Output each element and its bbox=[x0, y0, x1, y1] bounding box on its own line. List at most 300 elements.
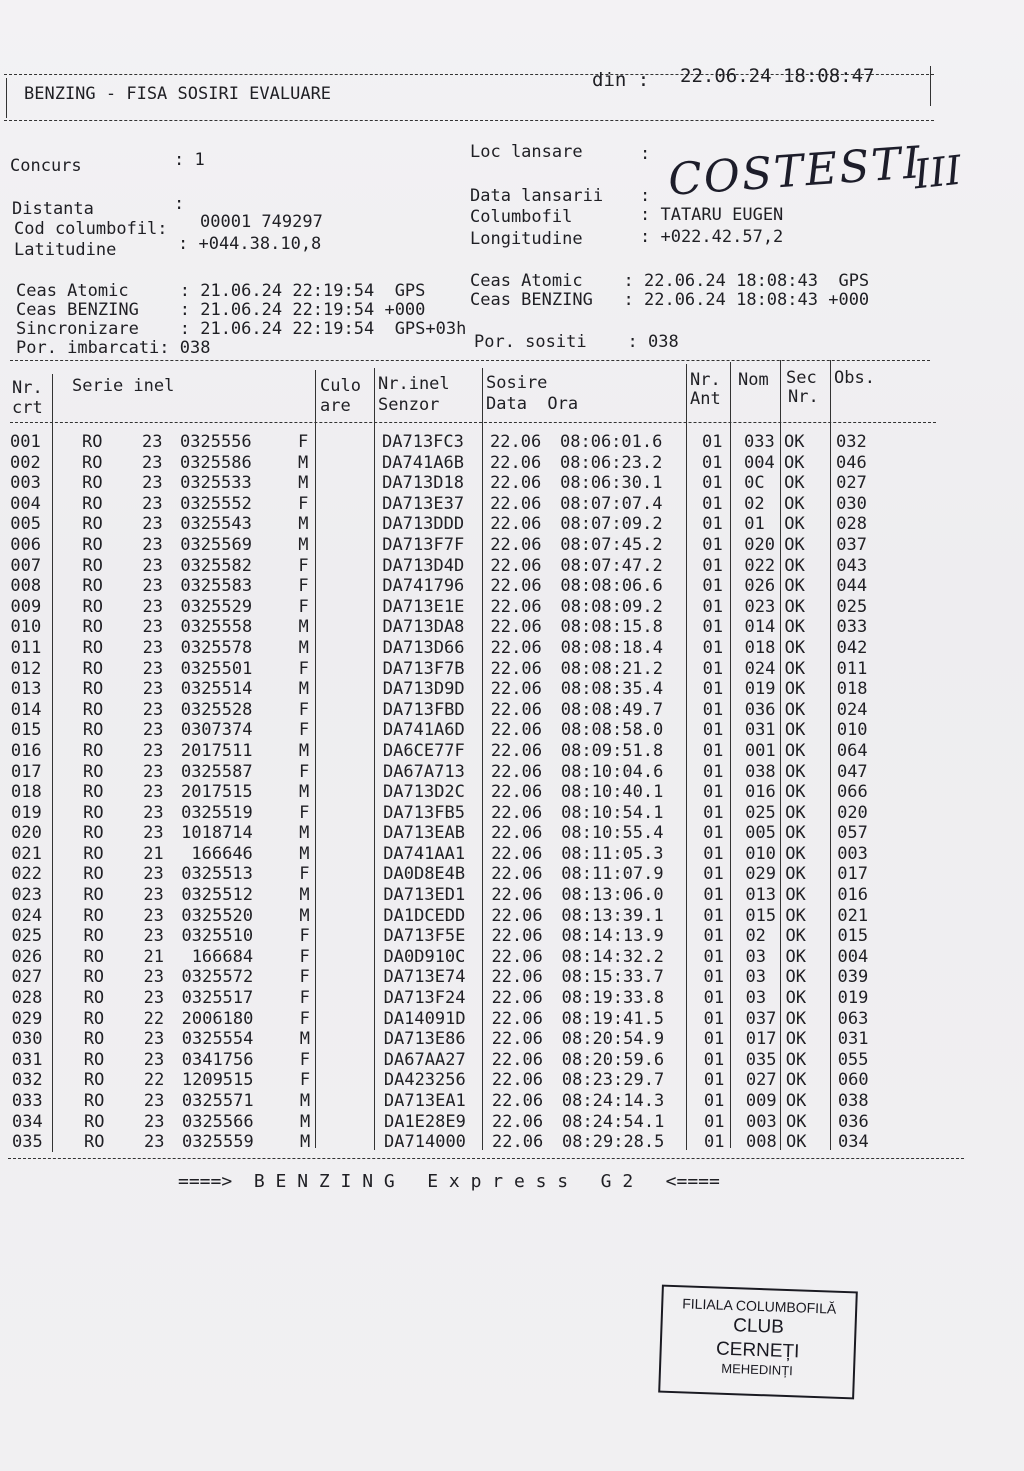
row-ring: 0325510 bbox=[181, 926, 254, 947]
row-date: 22.06 bbox=[490, 576, 542, 597]
row-sex: M bbox=[298, 679, 309, 700]
row-ant: 01 bbox=[703, 1008, 725, 1029]
row-sec: OK bbox=[784, 637, 806, 658]
row-year: 23 bbox=[142, 452, 163, 473]
row-sensor: DA713FB5 bbox=[383, 802, 465, 823]
table-row bbox=[10, 576, 868, 597]
stamp-line-3: CERNEȚI bbox=[715, 1338, 800, 1363]
row-year: 23 bbox=[142, 596, 163, 617]
row-time: 08:06:30.1 bbox=[560, 473, 663, 494]
row-nom: 03 bbox=[745, 946, 766, 967]
col-header-nr-ant: Nr. bbox=[690, 370, 721, 390]
row-year: 23 bbox=[142, 761, 164, 782]
row-ant: 01 bbox=[703, 905, 724, 926]
row-ant: 01 bbox=[703, 1049, 725, 1070]
row-time: 08:09:51.8 bbox=[560, 740, 664, 761]
table-row bbox=[10, 596, 868, 618]
row-sex: F bbox=[299, 1049, 311, 1070]
row-sec: OK bbox=[784, 679, 806, 700]
row-ant: 01 bbox=[703, 1111, 725, 1132]
row-sensor: DA713E86 bbox=[383, 1029, 466, 1050]
row-time: 08:13:39.1 bbox=[561, 905, 664, 926]
row-sec: OK bbox=[784, 596, 805, 617]
row-date: 22.06 bbox=[490, 432, 542, 452]
col-sep-sosire bbox=[686, 364, 687, 1150]
row-sensor: DA713ED1 bbox=[383, 885, 466, 906]
col-header-crt: crt bbox=[12, 398, 43, 418]
table-row bbox=[11, 823, 868, 844]
row-sec: OK bbox=[784, 576, 805, 597]
row-nom: 016 bbox=[745, 782, 776, 803]
row-nr: 027 bbox=[11, 967, 43, 988]
report-title: BENZING - FISA SOSIRI EVALUARE bbox=[24, 84, 332, 104]
row-ring: 0325513 bbox=[181, 864, 253, 885]
row-sex: M bbox=[299, 823, 310, 844]
row-time: 08:15:33.7 bbox=[561, 967, 664, 988]
row-ring: 1209515 bbox=[181, 1070, 254, 1091]
row-nom: 005 bbox=[745, 823, 776, 844]
row-sec: OK bbox=[784, 699, 806, 720]
row-time: 08:06:23.2 bbox=[560, 452, 663, 473]
row-nom: 02 bbox=[745, 926, 766, 947]
stamp-line-4: MEHEDINȚI bbox=[721, 1360, 794, 1379]
row-nom: 018 bbox=[744, 637, 776, 658]
row-nr: 020 bbox=[11, 823, 42, 844]
row-nr: 033 bbox=[11, 1091, 43, 1111]
row-sex: F bbox=[298, 658, 309, 679]
row-ring: 0325554 bbox=[181, 1029, 254, 1050]
loc-lansare-handwritten: COSTESTI bbox=[666, 137, 924, 206]
row-sex: M bbox=[299, 782, 310, 803]
row-date: 22.06 bbox=[490, 679, 542, 700]
row-year: 23 bbox=[143, 905, 164, 926]
row-sensor: DA423256 bbox=[383, 1070, 466, 1091]
row-time: 08:08:18.4 bbox=[560, 637, 663, 658]
row-sensor: DA713F7B bbox=[382, 658, 465, 679]
stamp-line-1: FILIALA COLUMBOFILĂ bbox=[681, 1295, 837, 1317]
row-country: RO bbox=[83, 782, 104, 803]
row-country: RO bbox=[83, 864, 104, 885]
row-year: 21 bbox=[143, 843, 164, 864]
row-nr: 025 bbox=[11, 926, 43, 947]
row-nom: 036 bbox=[744, 699, 776, 720]
row-country: RO bbox=[82, 617, 104, 638]
row-sex: F bbox=[299, 946, 310, 967]
concurs-label: Concurs bbox=[10, 156, 82, 176]
row-ant: 01 bbox=[704, 1132, 725, 1153]
row-nr: 007 bbox=[10, 555, 42, 576]
row-nr: 035 bbox=[12, 1132, 43, 1153]
table-row bbox=[10, 473, 867, 494]
table-row bbox=[11, 926, 869, 947]
row-sex: F bbox=[299, 988, 310, 1009]
row-sex: F bbox=[298, 493, 309, 514]
row-ring: 0325582 bbox=[180, 555, 253, 576]
row-sec: OK bbox=[785, 1029, 807, 1050]
row-sensor: DA713F24 bbox=[383, 988, 466, 1009]
row-sex: F bbox=[299, 1070, 311, 1091]
row-sec: OK bbox=[785, 1049, 807, 1070]
row-ant: 01 bbox=[702, 576, 723, 597]
row-obs: 004 bbox=[837, 946, 869, 967]
row-country: RO bbox=[82, 432, 103, 452]
row-time: 08:10:55.4 bbox=[561, 823, 664, 844]
pigeons-arrived: Por. sositi : 038 bbox=[474, 332, 679, 352]
row-ring: 0325520 bbox=[181, 905, 254, 926]
row-country: RO bbox=[83, 946, 104, 967]
row-sex: M bbox=[298, 637, 309, 658]
row-year: 23 bbox=[143, 885, 164, 906]
row-nom: 01 bbox=[744, 514, 765, 535]
row-country: RO bbox=[83, 843, 104, 864]
col-sep-nr bbox=[52, 374, 53, 1152]
row-country: RO bbox=[82, 740, 104, 761]
concurs-value: : 1 bbox=[174, 150, 205, 170]
row-ant: 01 bbox=[702, 596, 723, 617]
col-sep-culoare bbox=[374, 368, 375, 1150]
row-date: 22.06 bbox=[490, 473, 542, 494]
row-obs: 042 bbox=[836, 637, 868, 658]
row-ring: 0325501 bbox=[180, 658, 253, 679]
loc-lansare-handwritten-suffix: III bbox=[911, 147, 964, 199]
row-year: 23 bbox=[142, 534, 163, 555]
row-date: 22.06 bbox=[491, 988, 543, 1009]
row-sensor: DA67A713 bbox=[382, 761, 465, 782]
row-country: RO bbox=[82, 452, 103, 473]
row-nom: 014 bbox=[744, 617, 776, 638]
table-row bbox=[10, 432, 867, 453]
row-nom: 017 bbox=[745, 1029, 777, 1050]
row-sex: M bbox=[298, 740, 310, 761]
clock-left-benzing: Ceas BENZING : 21.06.24 22:19:54 +000 bbox=[16, 300, 426, 320]
club-stamp bbox=[658, 1285, 858, 1400]
row-ring: 0325529 bbox=[180, 596, 253, 617]
row-ant: 01 bbox=[703, 1070, 725, 1091]
row-country: RO bbox=[82, 699, 104, 720]
row-obs: 017 bbox=[837, 864, 868, 885]
row-year: 23 bbox=[142, 658, 164, 679]
row-sec: OK bbox=[784, 740, 806, 761]
row-date: 22.06 bbox=[490, 452, 542, 473]
row-obs: 032 bbox=[836, 432, 867, 452]
row-ant: 01 bbox=[703, 926, 724, 947]
row-ant: 01 bbox=[702, 699, 724, 720]
row-time: 08:13:06.0 bbox=[561, 885, 664, 906]
row-nr: 012 bbox=[10, 658, 42, 679]
row-obs: 015 bbox=[837, 926, 869, 947]
row-sec: OK bbox=[785, 988, 807, 1009]
row-nr: 032 bbox=[11, 1070, 43, 1091]
row-sec: OK bbox=[784, 493, 805, 514]
col-sep-sec bbox=[830, 360, 831, 1150]
row-sensor: DA713FC3 bbox=[382, 432, 464, 452]
row-sensor: DA0D8E4B bbox=[383, 864, 466, 885]
row-date: 22.06 bbox=[491, 782, 543, 803]
row-sex: M bbox=[299, 1029, 310, 1050]
col-sep-sex bbox=[315, 370, 316, 1148]
table-row bbox=[10, 740, 868, 762]
longitudine-label: Longitudine bbox=[470, 229, 583, 249]
row-ring: 0325587 bbox=[180, 761, 253, 782]
table-row bbox=[11, 864, 868, 885]
table-row bbox=[11, 946, 869, 968]
row-nom: 020 bbox=[744, 534, 776, 555]
row-year: 23 bbox=[142, 617, 164, 638]
table-row bbox=[10, 720, 868, 741]
row-sensor: DA741A6B bbox=[382, 452, 464, 473]
row-year: 23 bbox=[143, 988, 165, 1009]
row-country: RO bbox=[83, 967, 105, 988]
row-country: RO bbox=[83, 905, 104, 926]
row-ring: 0307374 bbox=[180, 720, 253, 741]
cod-columbofil-label: Cod columbofil: bbox=[14, 219, 168, 239]
row-sec: OK bbox=[785, 782, 806, 803]
row-country: RO bbox=[82, 720, 104, 741]
row-sensor: DA713DDD bbox=[382, 514, 465, 535]
row-ring: 0325528 bbox=[180, 699, 253, 720]
row-sensor: DA713FBD bbox=[382, 699, 465, 720]
row-ring: 0325517 bbox=[181, 988, 254, 1009]
row-time: 08:20:59.6 bbox=[561, 1049, 665, 1070]
clock-left-atomic: Ceas Atomic : 21.06.24 22:19:54 GPS bbox=[16, 281, 426, 301]
row-date: 22.06 bbox=[490, 699, 542, 720]
row-nr: 002 bbox=[10, 452, 41, 473]
row-year: 23 bbox=[143, 1029, 165, 1050]
row-sex: F bbox=[298, 576, 309, 597]
row-obs: 025 bbox=[836, 596, 868, 617]
row-country: RO bbox=[82, 534, 103, 555]
row-sex: F bbox=[299, 864, 310, 885]
row-sensor: DA713F5E bbox=[383, 926, 466, 947]
row-time: 08:08:35.4 bbox=[560, 679, 664, 700]
row-ring: 0341756 bbox=[181, 1049, 254, 1070]
row-sensor: DA713F7F bbox=[382, 534, 465, 555]
table-header-bottom-rule bbox=[10, 422, 936, 423]
row-time: 08:19:41.5 bbox=[561, 1008, 665, 1029]
row-obs: 030 bbox=[836, 493, 867, 514]
row-date: 22.06 bbox=[490, 740, 543, 761]
table-row bbox=[11, 885, 869, 906]
row-year: 23 bbox=[142, 740, 164, 761]
row-ring: 0325571 bbox=[181, 1091, 254, 1111]
row-sex: F bbox=[298, 699, 310, 720]
row-nr: 009 bbox=[10, 596, 42, 617]
row-time: 08:24:54.1 bbox=[561, 1111, 665, 1132]
row-obs: 010 bbox=[836, 720, 868, 741]
row-country: RO bbox=[82, 637, 104, 658]
row-nom: 03 bbox=[745, 988, 767, 1009]
col-header-sosire: Sosire bbox=[486, 373, 548, 393]
loc-lansare-colon: : bbox=[640, 144, 651, 164]
row-ring: 2006180 bbox=[181, 1008, 254, 1029]
row-nom: 015 bbox=[745, 905, 777, 926]
row-ring: 0325586 bbox=[180, 452, 252, 473]
row-sensor: DA741AA1 bbox=[383, 843, 466, 864]
row-ring: 166646 bbox=[191, 843, 253, 864]
row-nom: 026 bbox=[744, 576, 776, 597]
row-year: 23 bbox=[143, 864, 164, 885]
row-nr: 001 bbox=[10, 432, 41, 452]
row-ant: 01 bbox=[702, 720, 724, 741]
col-header-nom: Nom bbox=[738, 370, 769, 390]
row-ant: 01 bbox=[702, 514, 723, 535]
row-country: RO bbox=[83, 1111, 105, 1132]
report-date-value: 22.06.24 18:08:47 bbox=[680, 65, 875, 87]
footer-banner: ====> B E N Z I N G E x p r e s s G 2 <==== bbox=[178, 1171, 720, 1192]
row-sex: M bbox=[299, 885, 310, 906]
row-sex: M bbox=[299, 843, 310, 864]
row-obs: 021 bbox=[837, 905, 869, 926]
row-sec: OK bbox=[784, 514, 805, 535]
row-year: 21 bbox=[143, 946, 164, 967]
row-nom: 024 bbox=[744, 658, 776, 679]
row-date: 22.06 bbox=[491, 864, 543, 885]
row-ant: 01 bbox=[703, 967, 725, 988]
row-obs: 033 bbox=[836, 617, 868, 638]
row-ring: 1018714 bbox=[181, 823, 253, 844]
row-sensor: DA1E28E9 bbox=[383, 1111, 466, 1132]
row-obs: 047 bbox=[836, 761, 868, 782]
row-year: 23 bbox=[142, 555, 163, 576]
row-sex: F bbox=[299, 926, 310, 947]
row-year: 23 bbox=[142, 637, 164, 658]
table-row bbox=[10, 679, 868, 700]
row-sec: OK bbox=[785, 1008, 807, 1029]
row-date: 22.06 bbox=[490, 637, 542, 658]
row-obs: 037 bbox=[836, 534, 868, 555]
row-ring: 2017515 bbox=[181, 782, 253, 803]
row-sec: OK bbox=[784, 761, 806, 782]
row-obs: 036 bbox=[837, 1111, 869, 1132]
row-time: 08:08:06.6 bbox=[560, 576, 663, 597]
row-sec: OK bbox=[784, 534, 805, 555]
row-nr: 011 bbox=[10, 637, 42, 658]
row-date: 22.06 bbox=[491, 1049, 543, 1070]
row-country: RO bbox=[82, 596, 103, 617]
row-ring: 0325569 bbox=[180, 534, 252, 555]
row-year: 23 bbox=[142, 514, 163, 535]
col-header-sec-nr: Nr. bbox=[788, 387, 819, 407]
row-year: 22 bbox=[143, 1008, 165, 1029]
row-date: 22.06 bbox=[491, 802, 543, 823]
col-header-obs: Obs. bbox=[834, 368, 875, 388]
row-ant: 01 bbox=[702, 637, 724, 658]
row-country: RO bbox=[83, 823, 104, 844]
row-obs: 003 bbox=[837, 843, 868, 864]
row-time: 08:14:32.2 bbox=[561, 946, 664, 967]
col-header-sec: Sec bbox=[786, 368, 817, 388]
row-nom: 038 bbox=[744, 761, 776, 782]
row-time: 08:11:07.9 bbox=[561, 864, 664, 885]
row-nr: 014 bbox=[10, 699, 42, 720]
row-year: 22 bbox=[143, 1070, 165, 1091]
row-obs: 034 bbox=[838, 1132, 869, 1153]
row-time: 08:08:21.2 bbox=[560, 658, 664, 679]
row-country: RO bbox=[83, 988, 105, 1009]
row-sensor: DA713EA1 bbox=[383, 1091, 466, 1111]
col-header-data-ora: Data Ora bbox=[486, 394, 579, 414]
row-nom: 003 bbox=[745, 1111, 777, 1132]
table-row bbox=[10, 761, 868, 783]
row-sec: OK bbox=[785, 823, 806, 844]
row-ring: 0325566 bbox=[181, 1111, 254, 1132]
row-ring: 0325543 bbox=[180, 514, 252, 535]
row-nr: 010 bbox=[10, 617, 42, 638]
row-ring: 2017511 bbox=[180, 740, 253, 761]
longitudine-value: : +022.42.57,2 bbox=[640, 227, 784, 247]
latitudine-label: Latitudine bbox=[14, 240, 117, 260]
col-header-culoare: Culo bbox=[320, 376, 361, 396]
row-sensor: DA0D910C bbox=[383, 946, 466, 967]
row-obs: 064 bbox=[836, 740, 868, 761]
row-date: 22.06 bbox=[491, 823, 543, 844]
row-nom: 037 bbox=[745, 1008, 777, 1029]
row-time: 08:07:47.2 bbox=[560, 555, 663, 576]
row-nom: 009 bbox=[745, 1091, 777, 1111]
row-country: RO bbox=[82, 493, 103, 514]
row-year: 23 bbox=[142, 473, 163, 494]
row-nom: 027 bbox=[745, 1070, 777, 1091]
row-sensor: DA6CE77F bbox=[382, 740, 465, 761]
row-ring: 0325583 bbox=[180, 576, 253, 597]
row-obs: 024 bbox=[836, 699, 868, 720]
row-ant: 01 bbox=[703, 782, 724, 803]
row-ant: 01 bbox=[703, 823, 724, 844]
row-sec: OK bbox=[784, 658, 806, 679]
row-year: 23 bbox=[142, 720, 164, 741]
row-sec: OK bbox=[784, 452, 805, 473]
row-country: RO bbox=[82, 555, 103, 576]
stamp-line-2: CLUB bbox=[732, 1315, 785, 1338]
row-sex: M bbox=[298, 514, 309, 535]
row-country: RO bbox=[83, 1070, 105, 1091]
row-nr: 026 bbox=[11, 946, 43, 967]
row-nr: 029 bbox=[11, 1008, 43, 1029]
row-nr: 034 bbox=[11, 1111, 43, 1132]
table-row bbox=[11, 905, 869, 927]
row-year: 23 bbox=[142, 679, 164, 700]
row-nom: 008 bbox=[746, 1132, 777, 1153]
row-nom: 023 bbox=[744, 596, 776, 617]
row-sensor: DA713E74 bbox=[383, 967, 466, 988]
row-nom: 0C bbox=[744, 473, 765, 494]
row-time: 08:23:29.7 bbox=[561, 1070, 665, 1091]
row-time: 08:07:07.4 bbox=[560, 493, 663, 514]
row-country: RO bbox=[83, 926, 104, 947]
row-sensor: DA14091D bbox=[383, 1008, 466, 1029]
row-year: 23 bbox=[142, 493, 163, 514]
row-obs: 066 bbox=[837, 782, 868, 803]
row-nr: 031 bbox=[11, 1049, 43, 1070]
clock-left-sync: Sincronizare : 21.06.24 22:19:54 GPS+03h bbox=[16, 319, 467, 339]
row-country: RO bbox=[83, 1091, 105, 1111]
row-nr: 003 bbox=[10, 473, 41, 494]
row-date: 22.06 bbox=[490, 617, 542, 638]
row-ant: 01 bbox=[703, 946, 724, 967]
row-ring: 166684 bbox=[191, 946, 254, 967]
row-sex: M bbox=[299, 905, 310, 926]
row-sec: OK bbox=[785, 926, 806, 947]
row-date: 22.06 bbox=[491, 946, 543, 967]
row-obs: 027 bbox=[836, 473, 867, 494]
row-date: 22.06 bbox=[491, 926, 543, 947]
row-ant: 01 bbox=[703, 885, 724, 906]
row-obs: 028 bbox=[836, 514, 867, 535]
row-obs: 020 bbox=[837, 802, 868, 823]
row-nr: 005 bbox=[10, 514, 41, 535]
header-left-edge bbox=[6, 78, 7, 118]
row-time: 08:29:28.5 bbox=[562, 1132, 665, 1153]
